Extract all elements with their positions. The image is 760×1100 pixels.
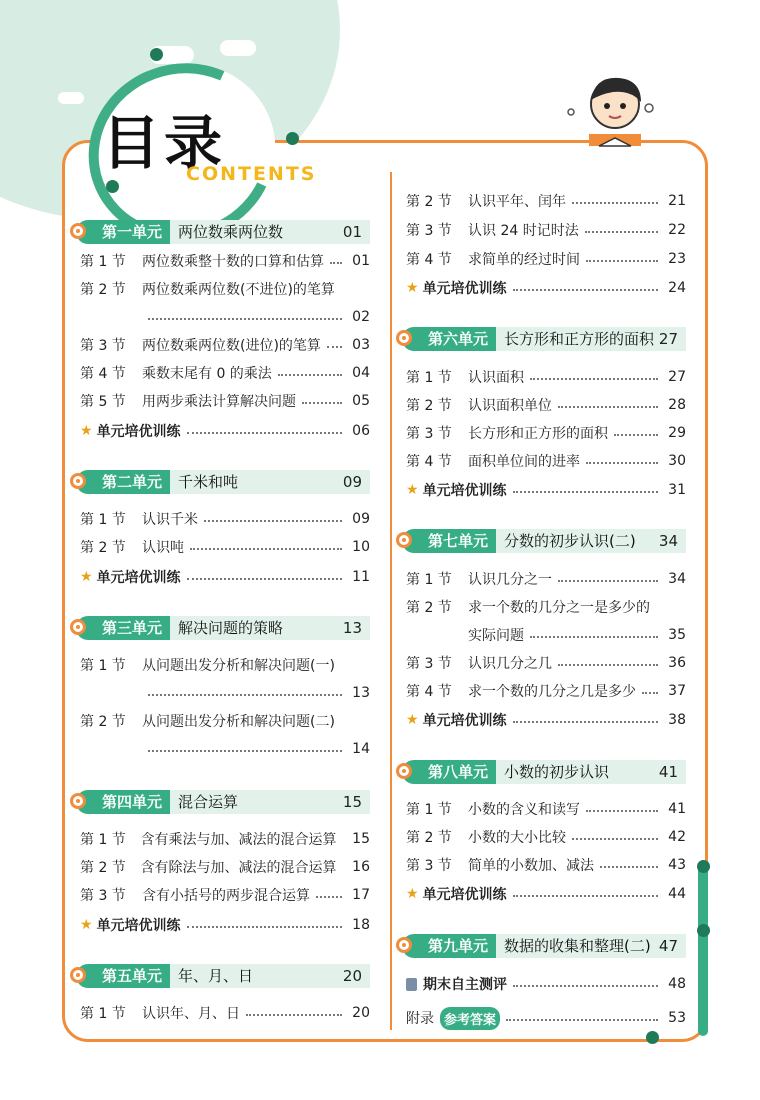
section-title: 用两步乘法计算解决问题 xyxy=(142,394,296,410)
unit-title: 解决问题的策略 xyxy=(170,616,343,640)
dot-leader xyxy=(327,346,342,348)
star-icon: ★ xyxy=(406,280,419,296)
section-title: 认识千米 xyxy=(142,512,198,528)
page-number: 38 xyxy=(668,712,686,728)
page-number: 06 xyxy=(352,423,370,439)
dot-leader xyxy=(614,434,658,436)
dot-leader xyxy=(302,402,342,404)
bullet-icon xyxy=(70,967,86,983)
unit-header[interactable] xyxy=(402,327,686,351)
unit-title: 长方形和正方形的面积 xyxy=(496,327,659,351)
page-number: 01 xyxy=(352,253,370,269)
section-title: 两位数乘整十数的口算和估算 xyxy=(142,254,324,270)
section-entry[interactable] xyxy=(406,450,686,472)
page-number: 18 xyxy=(352,917,370,933)
page-number: 17 xyxy=(352,887,370,903)
dot-leader xyxy=(558,406,658,408)
section-title: 含有小括号的两步混合运算 xyxy=(142,888,310,904)
dot-leader xyxy=(187,926,342,928)
section-title: 求一个数的几分之一是多少的 xyxy=(468,600,650,616)
dot-leader xyxy=(278,374,342,376)
bar-dot-decoration xyxy=(697,860,710,873)
appendix-entry[interactable] xyxy=(406,1007,686,1029)
bullet-icon xyxy=(396,937,412,953)
dot-leader xyxy=(530,636,658,638)
dot-leader xyxy=(586,260,658,262)
page-number: 20 xyxy=(352,1005,370,1021)
star-icon: ★ xyxy=(80,423,93,439)
section-title: 实际问题 xyxy=(468,628,524,644)
section-number: 第 4 节 xyxy=(406,454,452,470)
title-dot-decoration xyxy=(106,180,119,193)
page-number: 14 xyxy=(352,741,370,757)
unit-header[interactable] xyxy=(76,964,370,988)
page-number: 02 xyxy=(352,309,370,325)
section-number: 第 1 节 xyxy=(80,658,126,674)
section-entry[interactable] xyxy=(80,250,370,272)
dot-leader xyxy=(558,664,658,666)
unit-badge-label: 第五单元 xyxy=(102,967,163,985)
unit-header[interactable] xyxy=(76,790,370,814)
bullet-icon xyxy=(70,223,86,239)
title-dot-decoration xyxy=(150,48,163,61)
section-title: 认识年、月、日 xyxy=(142,1006,240,1022)
page-subtitle: CONTENTS xyxy=(186,163,317,185)
entry-continuation[interactable] xyxy=(406,624,686,646)
unit-title: 数据的收集和整理(二) xyxy=(496,934,659,958)
dot-leader xyxy=(204,520,342,522)
section-number: 第 1 节 xyxy=(80,512,126,528)
unit-practice-entry[interactable] xyxy=(406,709,686,731)
page-number: 34 xyxy=(668,571,686,587)
page-number: 24 xyxy=(668,280,686,296)
page-number: 36 xyxy=(668,655,686,671)
unit-title: 小数的初步认识 xyxy=(496,760,659,784)
section-entry[interactable] xyxy=(80,278,370,300)
section-title: 含有乘法与加、减法的混合运算 xyxy=(140,832,337,848)
page-number: 20 xyxy=(343,964,370,988)
unit-badge xyxy=(76,790,170,814)
practice-title: 单元培优训练 xyxy=(96,570,181,586)
practice-title: 单元培优训练 xyxy=(422,281,507,297)
page-number: 41 xyxy=(668,801,686,817)
section-entry[interactable] xyxy=(80,828,370,850)
page-number: 16 xyxy=(352,859,370,875)
section-title: 求简单的经过时间 xyxy=(468,252,580,268)
page-number: 10 xyxy=(352,539,370,555)
unit-badge xyxy=(402,760,496,784)
dot-leader xyxy=(506,1019,658,1021)
page-number: 48 xyxy=(668,976,686,992)
practice-title: 单元培优训练 xyxy=(422,713,507,729)
section-entry[interactable] xyxy=(406,190,686,212)
dot-leader xyxy=(600,866,658,868)
unit-badge xyxy=(76,616,170,640)
section-number: 第 4 节 xyxy=(406,684,452,700)
practice-title: 单元培优训练 xyxy=(96,918,181,934)
section-number: 第 4 节 xyxy=(80,366,126,382)
section-number: 第 2 节 xyxy=(80,860,126,876)
unit-badge-label: 第七单元 xyxy=(428,532,489,550)
section-number: 第 2 节 xyxy=(406,398,452,414)
dot-leader xyxy=(513,721,658,723)
section-entry[interactable] xyxy=(80,654,370,676)
section-entry[interactable] xyxy=(406,680,686,702)
section-entry[interactable] xyxy=(406,219,686,241)
section-title: 小数的大小比较 xyxy=(468,830,566,846)
dot-leader xyxy=(316,896,342,898)
page-number: 29 xyxy=(668,425,686,441)
dot-leader xyxy=(572,202,658,204)
dot-leader xyxy=(585,231,658,233)
section-number: 第 1 节 xyxy=(80,254,126,270)
section-number: 第 3 节 xyxy=(406,858,452,874)
page-number: 21 xyxy=(668,193,686,209)
unit-practice-entry[interactable] xyxy=(406,883,686,905)
section-entry[interactable] xyxy=(406,568,686,590)
section-number: 第 2 节 xyxy=(406,600,452,616)
exam-title: 期末自主测评 xyxy=(423,977,507,993)
section-number: 第 1 节 xyxy=(406,572,452,588)
dot-leader xyxy=(513,491,658,493)
star-icon: ★ xyxy=(80,569,93,585)
bullet-icon xyxy=(70,619,86,635)
dot-leader xyxy=(148,318,342,320)
unit-header[interactable] xyxy=(76,470,370,494)
practice-title: 单元培优训练 xyxy=(422,483,507,499)
dot-leader xyxy=(572,838,658,840)
page-number: 41 xyxy=(659,760,686,784)
page-title: 目录 xyxy=(102,109,227,177)
unit-header[interactable] xyxy=(76,616,370,640)
page-number: 04 xyxy=(352,365,370,381)
section-number: 第 2 节 xyxy=(406,194,452,210)
page-number: 09 xyxy=(352,511,370,527)
section-number: 第 1 节 xyxy=(406,802,452,818)
unit-badge-label: 第六单元 xyxy=(428,330,489,348)
page-number: 23 xyxy=(668,251,686,267)
star-icon: ★ xyxy=(406,482,419,498)
page-number: 34 xyxy=(659,529,686,553)
section-entry[interactable] xyxy=(80,884,370,906)
bullet-icon xyxy=(70,793,86,809)
section-number: 第 1 节 xyxy=(80,1006,126,1022)
dot-leader xyxy=(642,692,658,694)
section-number: 第 2 节 xyxy=(80,714,126,730)
dot-leader xyxy=(586,462,658,464)
dot-leader xyxy=(530,378,658,380)
page-number: 31 xyxy=(668,482,686,498)
section-number: 第 3 节 xyxy=(80,888,126,904)
page-number: 53 xyxy=(668,1010,686,1026)
entry-continuation[interactable] xyxy=(80,682,370,704)
section-entry[interactable] xyxy=(80,710,370,732)
bullet-icon xyxy=(396,763,412,779)
unit-practice-entry[interactable] xyxy=(80,914,370,936)
section-entry[interactable] xyxy=(406,248,686,270)
section-number: 第 1 节 xyxy=(80,832,126,848)
section-title: 从问题出发分析和解决问题(一) xyxy=(142,658,335,674)
answers-badge: 参考答案 xyxy=(440,1007,500,1030)
section-title: 认识几分之几 xyxy=(468,656,552,672)
title-dot-decoration xyxy=(286,132,299,145)
bullet-icon xyxy=(396,330,412,346)
boy-reading-illustration xyxy=(565,72,665,162)
dot-leader xyxy=(586,810,658,812)
unit-badge-label: 第九单元 xyxy=(428,937,489,955)
section-number: 第 3 节 xyxy=(406,426,452,442)
page-number: 03 xyxy=(352,337,370,353)
section-title: 从问题出发分析和解决问题(二) xyxy=(142,714,335,730)
dot-leader xyxy=(148,694,342,696)
page-number: 47 xyxy=(659,934,686,958)
unit-badge xyxy=(402,934,496,958)
appendix-label: 附录 xyxy=(406,1011,434,1027)
unit-header[interactable] xyxy=(402,529,686,553)
section-entry[interactable] xyxy=(80,856,370,878)
section-number: 第 4 节 xyxy=(406,252,452,268)
page-number: 01 xyxy=(343,220,370,244)
page-number: 05 xyxy=(352,393,370,409)
section-title: 含有除法与加、减法的混合运算 xyxy=(140,860,337,876)
section-title: 长方形和正方形的面积 xyxy=(468,426,608,442)
unit-badge-label: 第八单元 xyxy=(428,763,489,781)
dot-leader xyxy=(187,432,342,434)
section-entry[interactable] xyxy=(406,652,686,674)
dot-leader xyxy=(330,262,342,264)
section-entry[interactable] xyxy=(80,1002,370,1024)
section-entry[interactable] xyxy=(80,362,370,384)
section-number: 第 1 节 xyxy=(406,370,452,386)
book-icon xyxy=(406,978,417,991)
unit-badge xyxy=(76,220,170,244)
section-title: 两位数乘两位数(不进位)的笔算 xyxy=(142,282,335,298)
page-number: 30 xyxy=(668,453,686,469)
unit-title: 混合运算 xyxy=(170,790,343,814)
star-icon: ★ xyxy=(406,886,419,902)
unit-title: 分数的初步认识(二) xyxy=(496,529,659,553)
page-number: 37 xyxy=(668,683,686,699)
entry-continuation[interactable] xyxy=(80,306,370,328)
dot-leader xyxy=(190,548,342,550)
page-number: 09 xyxy=(343,470,370,494)
dot-leader xyxy=(246,1014,342,1016)
page-number: 13 xyxy=(343,616,370,640)
star-icon: ★ xyxy=(406,712,419,728)
side-bar-decoration xyxy=(698,860,708,1036)
unit-title: 千米和吨 xyxy=(170,470,343,494)
section-number: 第 2 节 xyxy=(80,540,126,556)
page-number: 27 xyxy=(668,369,686,385)
unit-badge-label: 第三单元 xyxy=(102,619,163,637)
section-number: 第 2 节 xyxy=(406,830,452,846)
practice-title: 单元培优训练 xyxy=(96,424,181,440)
page-number: 43 xyxy=(668,857,686,873)
section-title: 认识吨 xyxy=(142,540,184,556)
section-number: 第 3 节 xyxy=(406,656,452,672)
section-title: 认识面积 xyxy=(468,370,524,386)
page-number: 15 xyxy=(352,831,370,847)
bar-dot-decoration xyxy=(697,924,710,937)
dot-leader xyxy=(513,895,658,897)
unit-badge-label: 第二单元 xyxy=(102,473,163,491)
page-number: 27 xyxy=(659,327,686,351)
section-entry[interactable] xyxy=(80,508,370,530)
unit-header[interactable] xyxy=(402,760,686,784)
section-title: 两位数乘两位数(进位)的笔算 xyxy=(142,338,321,354)
unit-header[interactable] xyxy=(402,934,686,958)
entry-continuation[interactable] xyxy=(80,738,370,760)
page-number: 44 xyxy=(668,886,686,902)
dot-leader xyxy=(187,578,342,580)
section-entry[interactable] xyxy=(80,334,370,356)
dot-leader xyxy=(148,750,342,752)
column-divider xyxy=(390,172,392,1030)
section-title: 求一个数的几分之几是多少 xyxy=(468,684,636,700)
unit-practice-entry[interactable] xyxy=(80,566,370,588)
unit-badge-label: 第四单元 xyxy=(102,793,163,811)
unit-badge xyxy=(76,964,170,988)
page-number: 28 xyxy=(668,397,686,413)
bullet-icon xyxy=(396,532,412,548)
contents-frame xyxy=(62,140,708,1042)
final-exam-entry[interactable] xyxy=(406,973,686,995)
section-number: 第 5 节 xyxy=(80,394,126,410)
section-entry[interactable] xyxy=(406,826,686,848)
bar-dot-decoration xyxy=(646,1031,659,1044)
unit-badge-label: 第一单元 xyxy=(102,223,163,241)
unit-badge xyxy=(402,327,496,351)
section-title: 认识面积单位 xyxy=(468,398,552,414)
section-number: 第 3 节 xyxy=(406,223,452,239)
section-entry[interactable] xyxy=(406,394,686,416)
bullet-icon xyxy=(70,473,86,489)
dot-leader xyxy=(513,985,658,987)
section-title: 面积单位间的进率 xyxy=(468,454,580,470)
section-title: 乘数末尾有 0 的乘法 xyxy=(142,366,272,382)
page-number: 42 xyxy=(668,829,686,845)
section-entry[interactable] xyxy=(406,422,686,444)
unit-title: 年、月、日 xyxy=(170,964,343,988)
unit-badge xyxy=(76,470,170,494)
section-title: 认识平年、闰年 xyxy=(468,194,566,210)
dot-leader xyxy=(558,580,658,582)
unit-practice-entry[interactable] xyxy=(406,277,686,299)
section-entry[interactable] xyxy=(406,854,686,876)
section-entry[interactable] xyxy=(406,366,686,388)
unit-practice-entry[interactable] xyxy=(80,420,370,442)
section-entry[interactable] xyxy=(80,390,370,412)
section-number: 第 2 节 xyxy=(80,282,126,298)
section-entry[interactable] xyxy=(406,596,686,618)
section-entry[interactable] xyxy=(406,798,686,820)
unit-badge xyxy=(402,529,496,553)
section-title: 认识 24 时记时法 xyxy=(468,223,579,239)
star-icon: ★ xyxy=(80,917,93,933)
section-title: 认识几分之一 xyxy=(468,572,552,588)
page-number: 35 xyxy=(668,627,686,643)
section-number: 第 3 节 xyxy=(80,338,126,354)
unit-header[interactable] xyxy=(76,220,370,244)
section-title: 简单的小数加、减法 xyxy=(468,858,594,874)
page-number: 11 xyxy=(352,569,370,585)
page-number: 22 xyxy=(668,222,686,238)
practice-title: 单元培优训练 xyxy=(422,887,507,903)
section-title: 小数的含义和读写 xyxy=(468,802,580,818)
page-number: 13 xyxy=(352,685,370,701)
dot-leader xyxy=(513,289,658,291)
section-entry[interactable] xyxy=(80,536,370,558)
unit-title: 两位数乘两位数 xyxy=(170,220,343,244)
page-number: 15 xyxy=(343,790,370,814)
unit-practice-entry[interactable] xyxy=(406,479,686,501)
